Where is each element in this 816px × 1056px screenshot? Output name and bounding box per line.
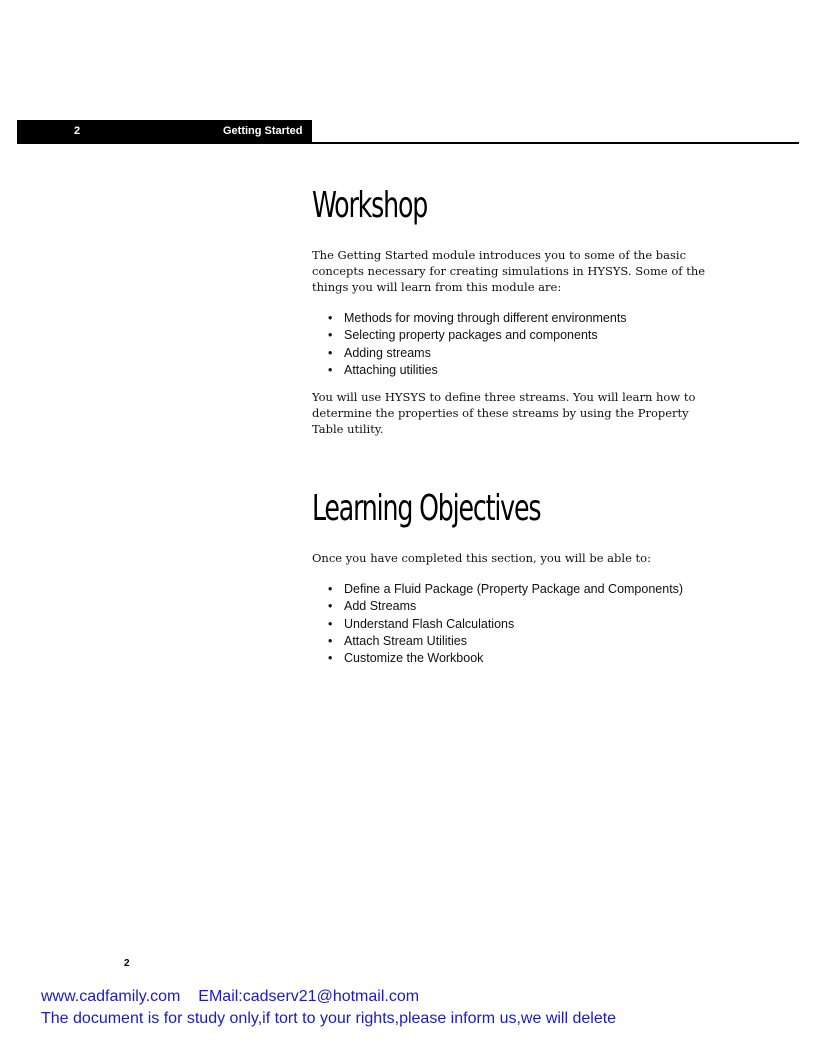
list-item: • Define a Fluid Package (Property Package and Components): [312, 581, 712, 598]
watermark-notice: The document is for study only,if tort to your rights,please inform us,we will delete: [41, 1010, 617, 1027]
header-page-number: 2: [74, 125, 81, 137]
list-item: • Adding streams: [312, 345, 712, 362]
workshop-intro: The Getting Started module introduces you to some of the basic concepts necessary for creating simulations in HYSYS. Some of the things you will learn from this module are:: [312, 248, 706, 294]
list-item: • Understand Flash Calculations: [312, 616, 712, 633]
header-chapter-title: Getting Started: [223, 125, 303, 137]
objectives-heading: Learning Objectives: [312, 488, 541, 530]
objectives-list: [312, 581, 712, 667]
list-item: • Selecting property packages and components: [312, 327, 712, 344]
workshop-list: [312, 310, 712, 379]
page-content: [312, 186, 712, 668]
list-item: • Attach Stream Utilities: [312, 633, 712, 650]
workshop-closing: You will use HYSYS to define three streams. You will learn how to determine the properties of these streams by using the Property Table utility.: [312, 390, 696, 437]
list-item: • Methods for moving through different environments: [312, 310, 712, 327]
workshop-heading: Workshop: [312, 185, 428, 226]
footer-page-number: 2: [124, 958, 130, 969]
watermark-email[interactable]: EMail:cadserv21@hotmail.com: [198, 988, 420, 1005]
objectives-intro: Once you have completed this section, you will be able to:: [312, 551, 651, 566]
watermark-website[interactable]: www.cadfamily.com: [41, 988, 181, 1005]
list-item: • Customize the Workbook: [312, 650, 712, 667]
list-item: • Add Streams: [312, 598, 712, 615]
header-rule: [312, 142, 799, 144]
watermark-contact: [41, 988, 419, 1006]
list-item: • Attaching utilities: [312, 362, 712, 379]
